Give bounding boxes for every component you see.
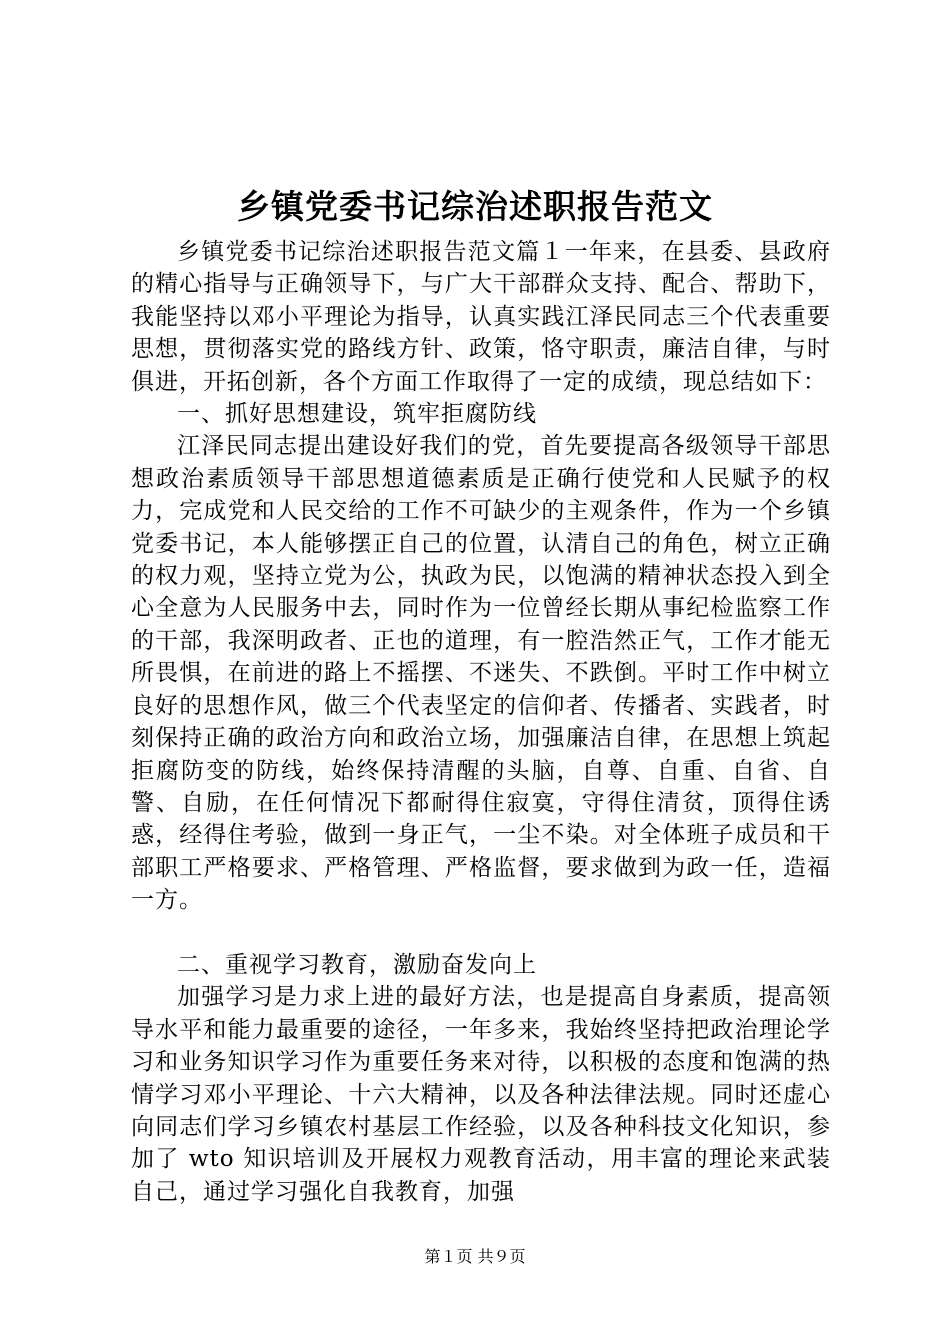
paragraph-intro: 乡镇党委书记综治述职报告范文篇１一年来，在县委、县政府的精心指导与正确领导下，与广大干部群众支持、配合、帮助下，我能坚持以邓小平理论为指导，认真实践江泽民同志三个代表重要思想，贯彻落实党的路线方针、政策，恪守职责，廉洁自律，与时俱进，开拓创新，各个方面工作取得了一定的成绩，现总结如下：: [131, 239, 831, 395]
document-body: [131, 236, 831, 1208]
paragraph-section-2: 加强学习是力求上进的最好方法，也是提高自身素质，提高领导水平和能力最重要的途径，一年多来，我始终坚持把政治理论学习和业务知识学习作为重要任务来对待，以积极的态度和饱满的热情学习邓小平理论、十六大精神，以及各种法律法规。同时还虚心向同志们学习乡镇农村基层工作经验，以及各种科技文化知识，参加了 wto 知识培训及开展权力观教育活动，用丰富的理论来武装自己，通过学习强化自我教育，加强: [131, 984, 831, 1205]
paragraph-section-1: 江泽民同志提出建设好我们的党，首先要提高各级领导干部思想政治素质领导干部思想道德素质是正确行使党和人民赋予的权力，完成党和人民交给的工作不可缺少的主观条件，作为一个乡镇党委书记，本人能够摆正自己的位置，认清自己的角色，树立正确的权力观，坚持立党为公，执政为民，以饱满的精神状态投入到全心全意为人民服务中去，同时作为一位曾经长期从事纪检监察工作的干部，我深明政者、正也的道理，有一腔浩然正气，工作才能无所畏惧，在前进的路上不摇摆、不迷失、不跌倒。平时工作中树立良好的思想作风，做三个代表坚定的信仰者、传播者、实践者，时刻保持正确的政治方向和政治立场，加强廉洁自律，在思想上筑起拒腐防变的防线，始终保持清醒的头脑，自尊、自重、自省、自警、自励，在任何情况下都耐得住寂寞，守得住清贫，顶得住诱惑，经得住考验，做到一身正气，一尘不染。对全体班子成员和干部职工严格要求、严格管理、严格监督，要求做到为政一任，造福一方。: [131, 433, 831, 914]
page-number-footer: 第１页 共９页: [424, 1247, 526, 1266]
document-title: 乡镇党委书记综治述职报告范文: [237, 187, 713, 226]
section-heading-2: 二、重视学习教育，激励奋发向上: [177, 951, 537, 978]
section-heading-1: 一、抓好思想建设，筑牢拒腐防线: [177, 401, 537, 428]
